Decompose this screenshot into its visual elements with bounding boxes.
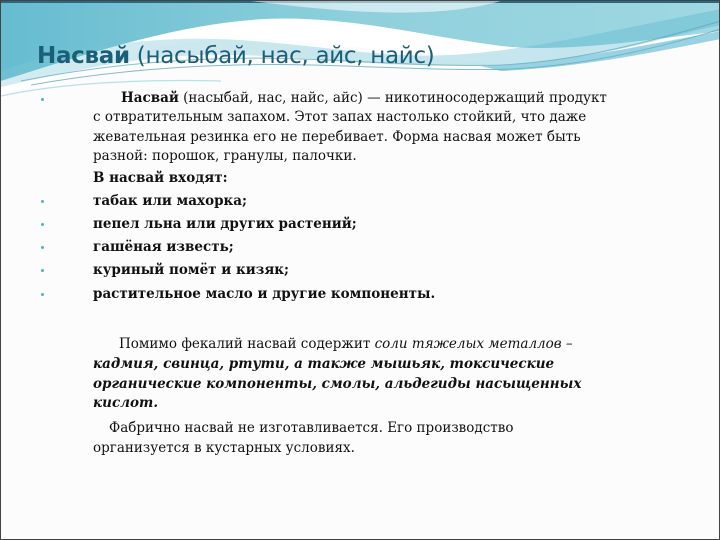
ingredient-item: пепел льна или других растений; [93, 216, 357, 232]
bullet-icon [41, 246, 47, 252]
intro-line-3: жевательная резинка его не перебивает. Форма насвая может быть [93, 129, 581, 145]
bullet-icon [41, 269, 47, 275]
paragraph2-line-3: органические компоненты, смолы, альдегиды насыщенных [93, 376, 582, 392]
title-rest: (насыбай, нас, айс, найс) [129, 43, 435, 69]
ingredient-item: гашёная известь; [93, 239, 234, 255]
paragraph2-italic: соли тяжелых металлов – [374, 336, 573, 352]
intro-bold: Насвай [121, 90, 179, 106]
bullet-icon [41, 98, 47, 104]
intro-text: (насыбай, нас, найс, айс) — никотиносодержащий продукт [178, 90, 607, 106]
title-bold: Насвай [37, 43, 130, 69]
intro-line-4: разной: порошок, гранулы, палочки. [93, 148, 357, 164]
ingredients-heading: В насвай входят: [93, 170, 228, 186]
bullet-icon [41, 293, 47, 299]
slide-title [37, 43, 434, 69]
paragraph3-line-1: Фабрично насвай не изготавливается. Его производство [109, 420, 514, 436]
ingredient-item: табак или махорка; [93, 193, 248, 209]
intro-line-1 [121, 88, 607, 108]
paragraph2-line-2: кадмия, свинца, ртути, а также мышьяк, токсические [93, 356, 555, 372]
paragraph2-plain: Помимо фекалий насвай содержит [119, 336, 375, 352]
bullet-icon [41, 223, 47, 229]
paragraph2-line-1 [119, 334, 573, 354]
ingredient-item: растительное масло и другие компоненты. [93, 286, 436, 302]
paragraph2-line-4: кислот. [93, 395, 159, 411]
intro-line-2: с отвратительным запахом. Этот запах настолько стойкий, что даже [93, 109, 587, 125]
ingredient-item: куриный помёт и кизяк; [93, 262, 290, 278]
paragraph3-line-2: организуется в кустарных условиях. [93, 440, 355, 456]
bullet-icon [41, 200, 47, 206]
